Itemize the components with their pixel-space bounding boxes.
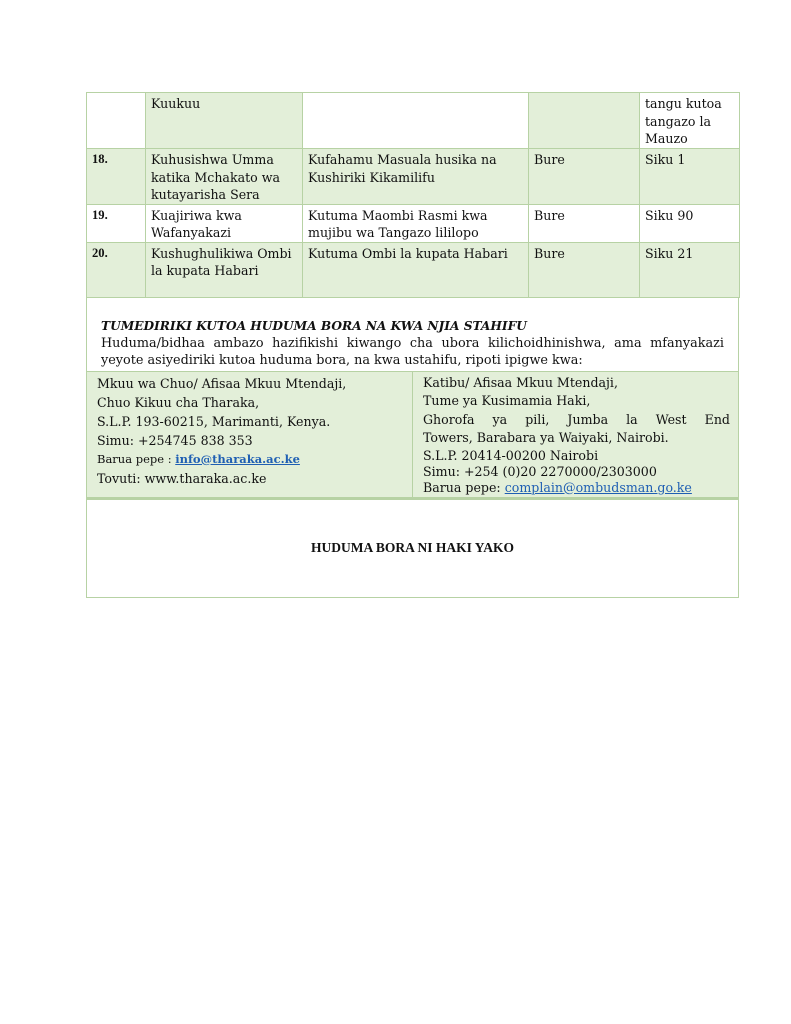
row-number [87, 93, 146, 149]
table-row [87, 242, 740, 297]
contact-line: Chuo Kikuu cha Tharaka, [97, 394, 260, 410]
cost-cell: Bure [529, 242, 640, 297]
contact-line: Mkuu wa Chuo/ Afisaa Mkuu Mtendaji, [97, 375, 347, 391]
phone-line: Simu: +254745 838 353 [97, 432, 253, 448]
website-line: Tovuti: www.tharaka.ac.ke [97, 470, 267, 486]
email-line [97, 450, 404, 469]
service-charter-table [86, 92, 740, 298]
contact-line: Ghorofa ya pili, Jumba la West End [423, 411, 730, 427]
requirements-cell [303, 93, 529, 149]
contact-line: S.L.P. 193-60215, Marimanti, Kenya. [97, 413, 331, 429]
cost-cell: Bure [529, 204, 640, 242]
university-contact [87, 372, 413, 497]
complaints-box [86, 298, 739, 498]
notice-heading: TUMEDIRIKI KUTOA HUDUMA BORA NA KWA NJIA STAHIFU [101, 318, 527, 333]
table-row [87, 149, 740, 205]
service-cell: Kuajiriwa kwa Wafanyakazi [146, 204, 303, 242]
notice-section [87, 298, 738, 371]
email-label: Barua pepe : [97, 451, 176, 466]
timeline-cell: Siku 21 [640, 242, 740, 297]
contact-line: Towers, Barabara ya Waiyaki, Nairobi. [423, 430, 669, 445]
requirements-cell: Kutuma Maombi Rasmi kwa mujibu wa Tangazo lililopo [303, 204, 529, 242]
contacts-row [87, 371, 738, 497]
timeline-cell: Siku 1 [640, 149, 740, 205]
university-email-link[interactable]: info@tharaka.ac.ke [175, 451, 300, 466]
phone-line: Simu: +254 (0)20 2270000/2303000 [423, 463, 657, 479]
service-cell: Kuukuu [146, 93, 303, 149]
slogan-text: HUDUMA BORA NI HAKI YAKO [310, 539, 515, 555]
email-line [423, 480, 730, 497]
contact-line: Tume ya Kusimamia Haki, [423, 393, 591, 408]
requirements-cell: Kutuma Ombi la kupata Habari [303, 242, 529, 297]
requirements-cell: Kufahamu Masuala husika na Kushiriki Kikamilifu [303, 149, 529, 205]
service-cell: Kushughulikiwa Ombi la kupata Habari [146, 242, 303, 297]
ombudsman-contact [413, 372, 738, 497]
timeline-cell: tangu kutoa tangazo la Mauzo [640, 93, 740, 149]
ombudsman-email-link[interactable]: complain@ombudsman.go.ke [504, 479, 692, 495]
row-number: 18. [87, 149, 146, 205]
row-number: 20. [87, 242, 146, 297]
cost-cell [529, 93, 640, 149]
cost-cell: Bure [529, 149, 640, 205]
table-row [87, 93, 740, 149]
contact-line: S.L.P. 20414-00200 Nairobi [423, 447, 599, 463]
service-charter-page [86, 92, 739, 598]
service-cell: Kuhusishwa Umma katika Mchakato wa kutayarisha Sera [146, 149, 303, 205]
row-number: 19. [87, 204, 146, 242]
slogan-box [86, 498, 739, 598]
notice-body: Huduma/bidhaa ambazo hazifikishi kiwango cha ubora kilichoidhinishwa, ama mfanyakazi yeyote asiyediriki kutoa huduma bora, na kwa ustahifu, ripoti ipigwe kwa: [101, 335, 724, 368]
table-row [87, 204, 740, 242]
contact-line: Katibu/ Afisaa Mkuu Mtendaji, [423, 374, 618, 390]
timeline-cell: Siku 90 [640, 204, 740, 242]
email-label: Barua pepe: [423, 479, 505, 495]
